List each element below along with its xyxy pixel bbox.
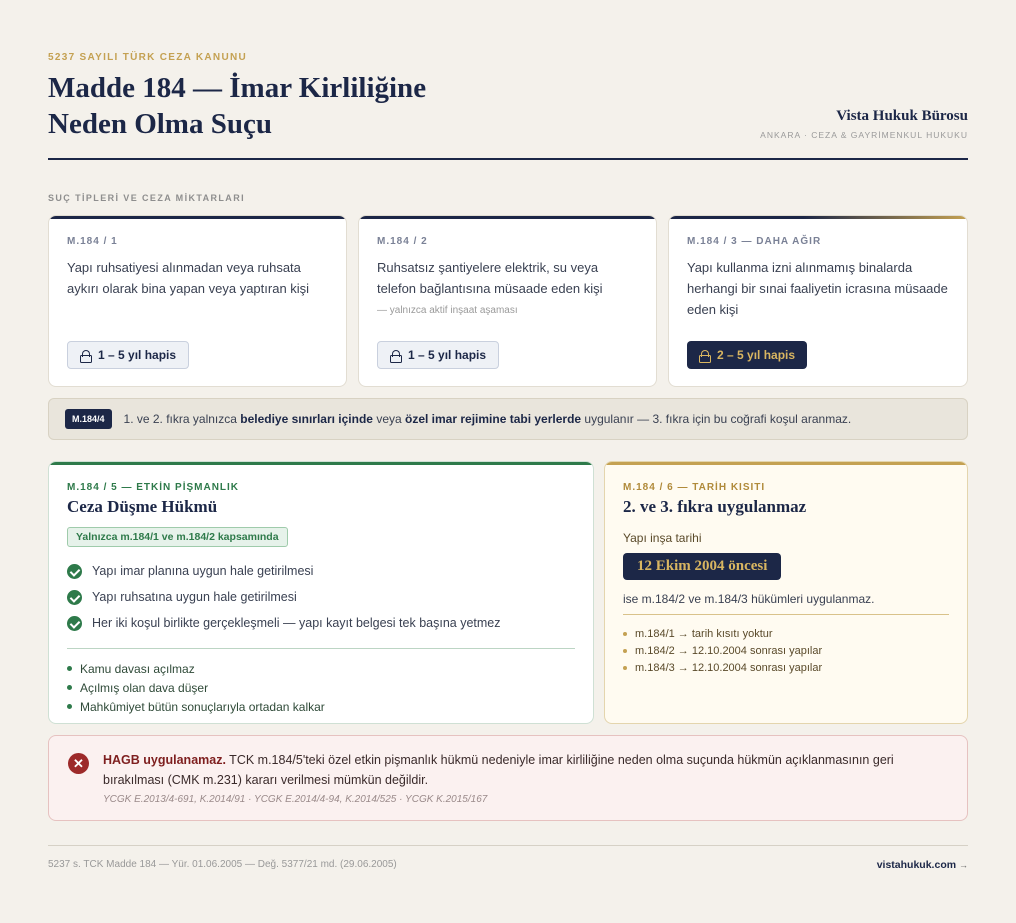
condition-item: Her iki koşul birlikte gerçekleşmeli — yapı kayıt belgesi tek başına yetmez: [67, 610, 575, 636]
condition-item: Yapı imar planına uygun hale getirilmesi: [67, 558, 575, 584]
effect-item: Kamu davası açılmaz: [67, 659, 575, 678]
alert-text: HAGB uygulanamaz. TCK m.184/5'teki özel etkin pişmanlık hükmü nedeniyle imar kirliliğine neden olma suçunda hükmün açıklanmasının geri bırakılması (CMK m.231) kararı verilmesi mümkün değildir.: [103, 753, 894, 787]
date-item: m.184/2 → 12.10.2004 sonrası yapılar: [623, 642, 949, 659]
card-article: M.184 / 3 — DAHA AĞIR: [687, 236, 822, 247]
bullet-icon: [67, 666, 72, 671]
case-references: YCGK E.2013/4-691, K.2014/91 · YCGK E.2014/4-94, K.2014/525 · YCGK K.2015/167: [103, 794, 488, 805]
footer-link[interactable]: vistahukuk.com →: [876, 859, 968, 871]
firm-name: Vista Hukuk Bürosu: [836, 108, 968, 124]
date-item: m.184/1 → tarih kısıtı yoktur: [623, 625, 949, 642]
card-top-bar: [605, 462, 967, 465]
date-intro: Yapı inşa tarihi: [623, 531, 702, 545]
lock-icon: [699, 350, 709, 361]
footer-rule: [48, 845, 968, 846]
hagb-alert: [48, 735, 968, 821]
card-description: Yapı kullanma izni alınmamış binalarda herhangi bir sınai faaliyetin icrasına müsaade eden kişi: [687, 260, 948, 317]
page-title: [48, 70, 488, 142]
info-text: 1. ve 2. fıkra yalnızca belediye sınırları içinde veya özel imar rejimine tabi yerlerde uygulanır — 3. fıkra için bu coğrafi koşul aranmaz.: [123, 412, 852, 426]
card-top-bar: [49, 216, 346, 219]
effect-item: Mahkûmiyet bütün sonuçlarıyla ortadan kalkar: [67, 697, 575, 716]
lock-icon: [80, 350, 90, 361]
condition-item: Yapı ruhsatına uygun hale getirilmesi: [67, 584, 575, 610]
card-note: — yalnızca aktif inşaat aşaması: [377, 305, 518, 316]
card-article: M.184 / 5 — ETKİN PİŞMANLIK: [67, 482, 240, 493]
bullet-icon: [623, 649, 627, 653]
section-label: SUÇ TİPLERİ VE CEZA MİKTARLARI: [48, 193, 245, 203]
header-rule: [48, 158, 968, 160]
penalty-badge: [687, 341, 807, 369]
firm-block: [760, 108, 968, 140]
check-circle-icon: [67, 564, 82, 579]
card-article: M.184 / 2: [377, 236, 428, 247]
article-badge: M.184/4: [65, 409, 112, 429]
scope-tag: Yalnızca m.184/1 ve m.184/2 kapsamında: [67, 527, 288, 547]
check-circle-icon: [67, 616, 82, 631]
penalty-badge: [377, 341, 499, 369]
bullet-icon: [623, 666, 627, 670]
card-top-bar: [49, 462, 593, 465]
effective-repentance-card: [48, 461, 594, 724]
bullet-icon: [623, 632, 627, 636]
title-line-1: Madde 184 — İmar Kirliliğine: [48, 72, 427, 104]
condition-list: [67, 558, 575, 636]
divider: [623, 614, 949, 615]
penalty-text: 2 – 5 yıl hapis: [717, 348, 796, 362]
title-line-2: Neden Olma Suçu: [48, 108, 272, 140]
lock-icon: [390, 350, 400, 361]
bullet-icon: [67, 704, 72, 709]
offense-card-2: [358, 215, 657, 387]
footer-citation: 5237 s. TCK Madde 184 — Yür. 01.06.2005 — Değ. 5377/21 md. (29.06.2005): [48, 859, 397, 870]
penalty-text: 1 – 5 yıl hapis: [98, 348, 177, 362]
penalty-badge: [67, 341, 189, 369]
offense-card-3: [668, 215, 968, 387]
penalty-text: 1 – 5 yıl hapis: [408, 348, 487, 362]
card-top-bar: [359, 216, 656, 219]
divider: [67, 648, 575, 649]
card-description: Ruhsatsız şantiyelere elektrik, su veya telefon bağlantısına müsaade eden kişi: [377, 260, 603, 296]
card-top-bar: [669, 216, 967, 219]
card-description: Yapı ruhsatiyesi alınmadan veya ruhsata aykırı olarak bina yapan veya yaptıran kişi: [67, 260, 310, 296]
card-article: M.184 / 1: [67, 236, 118, 247]
document-kicker: 5237 SAYILI TÜRK CEZA KANUNU: [48, 52, 248, 63]
check-circle-icon: [67, 590, 82, 605]
date-limit-card: [604, 461, 968, 724]
date-item: m.184/3 → 12.10.2004 sonrası yapılar: [623, 659, 949, 676]
bullet-icon: [67, 685, 72, 690]
card-article: M.184 / 6 — TARİH KISITI: [623, 482, 766, 493]
card-title: Ceza Düşme Hükmü: [67, 497, 218, 516]
effect-list: [67, 659, 575, 716]
date-consequence: ise m.184/2 ve m.184/3 hükümleri uygulanmaz.: [623, 592, 875, 606]
arrow-right-icon: →: [959, 860, 968, 870]
error-x-icon: ✕: [68, 753, 89, 774]
offense-card-1: [48, 215, 347, 387]
card-title: 2. ve 3. fıkra uygulanmaz: [623, 497, 807, 516]
effect-item: Açılmış olan dava düşer: [67, 678, 575, 697]
firm-subtitle: ANKARA · CEZA & GAYRİMENKUL HUKUKU: [760, 130, 968, 140]
geographic-condition-note: [48, 398, 968, 440]
cutoff-date-badge: 12 Ekim 2004 öncesi: [623, 553, 781, 580]
